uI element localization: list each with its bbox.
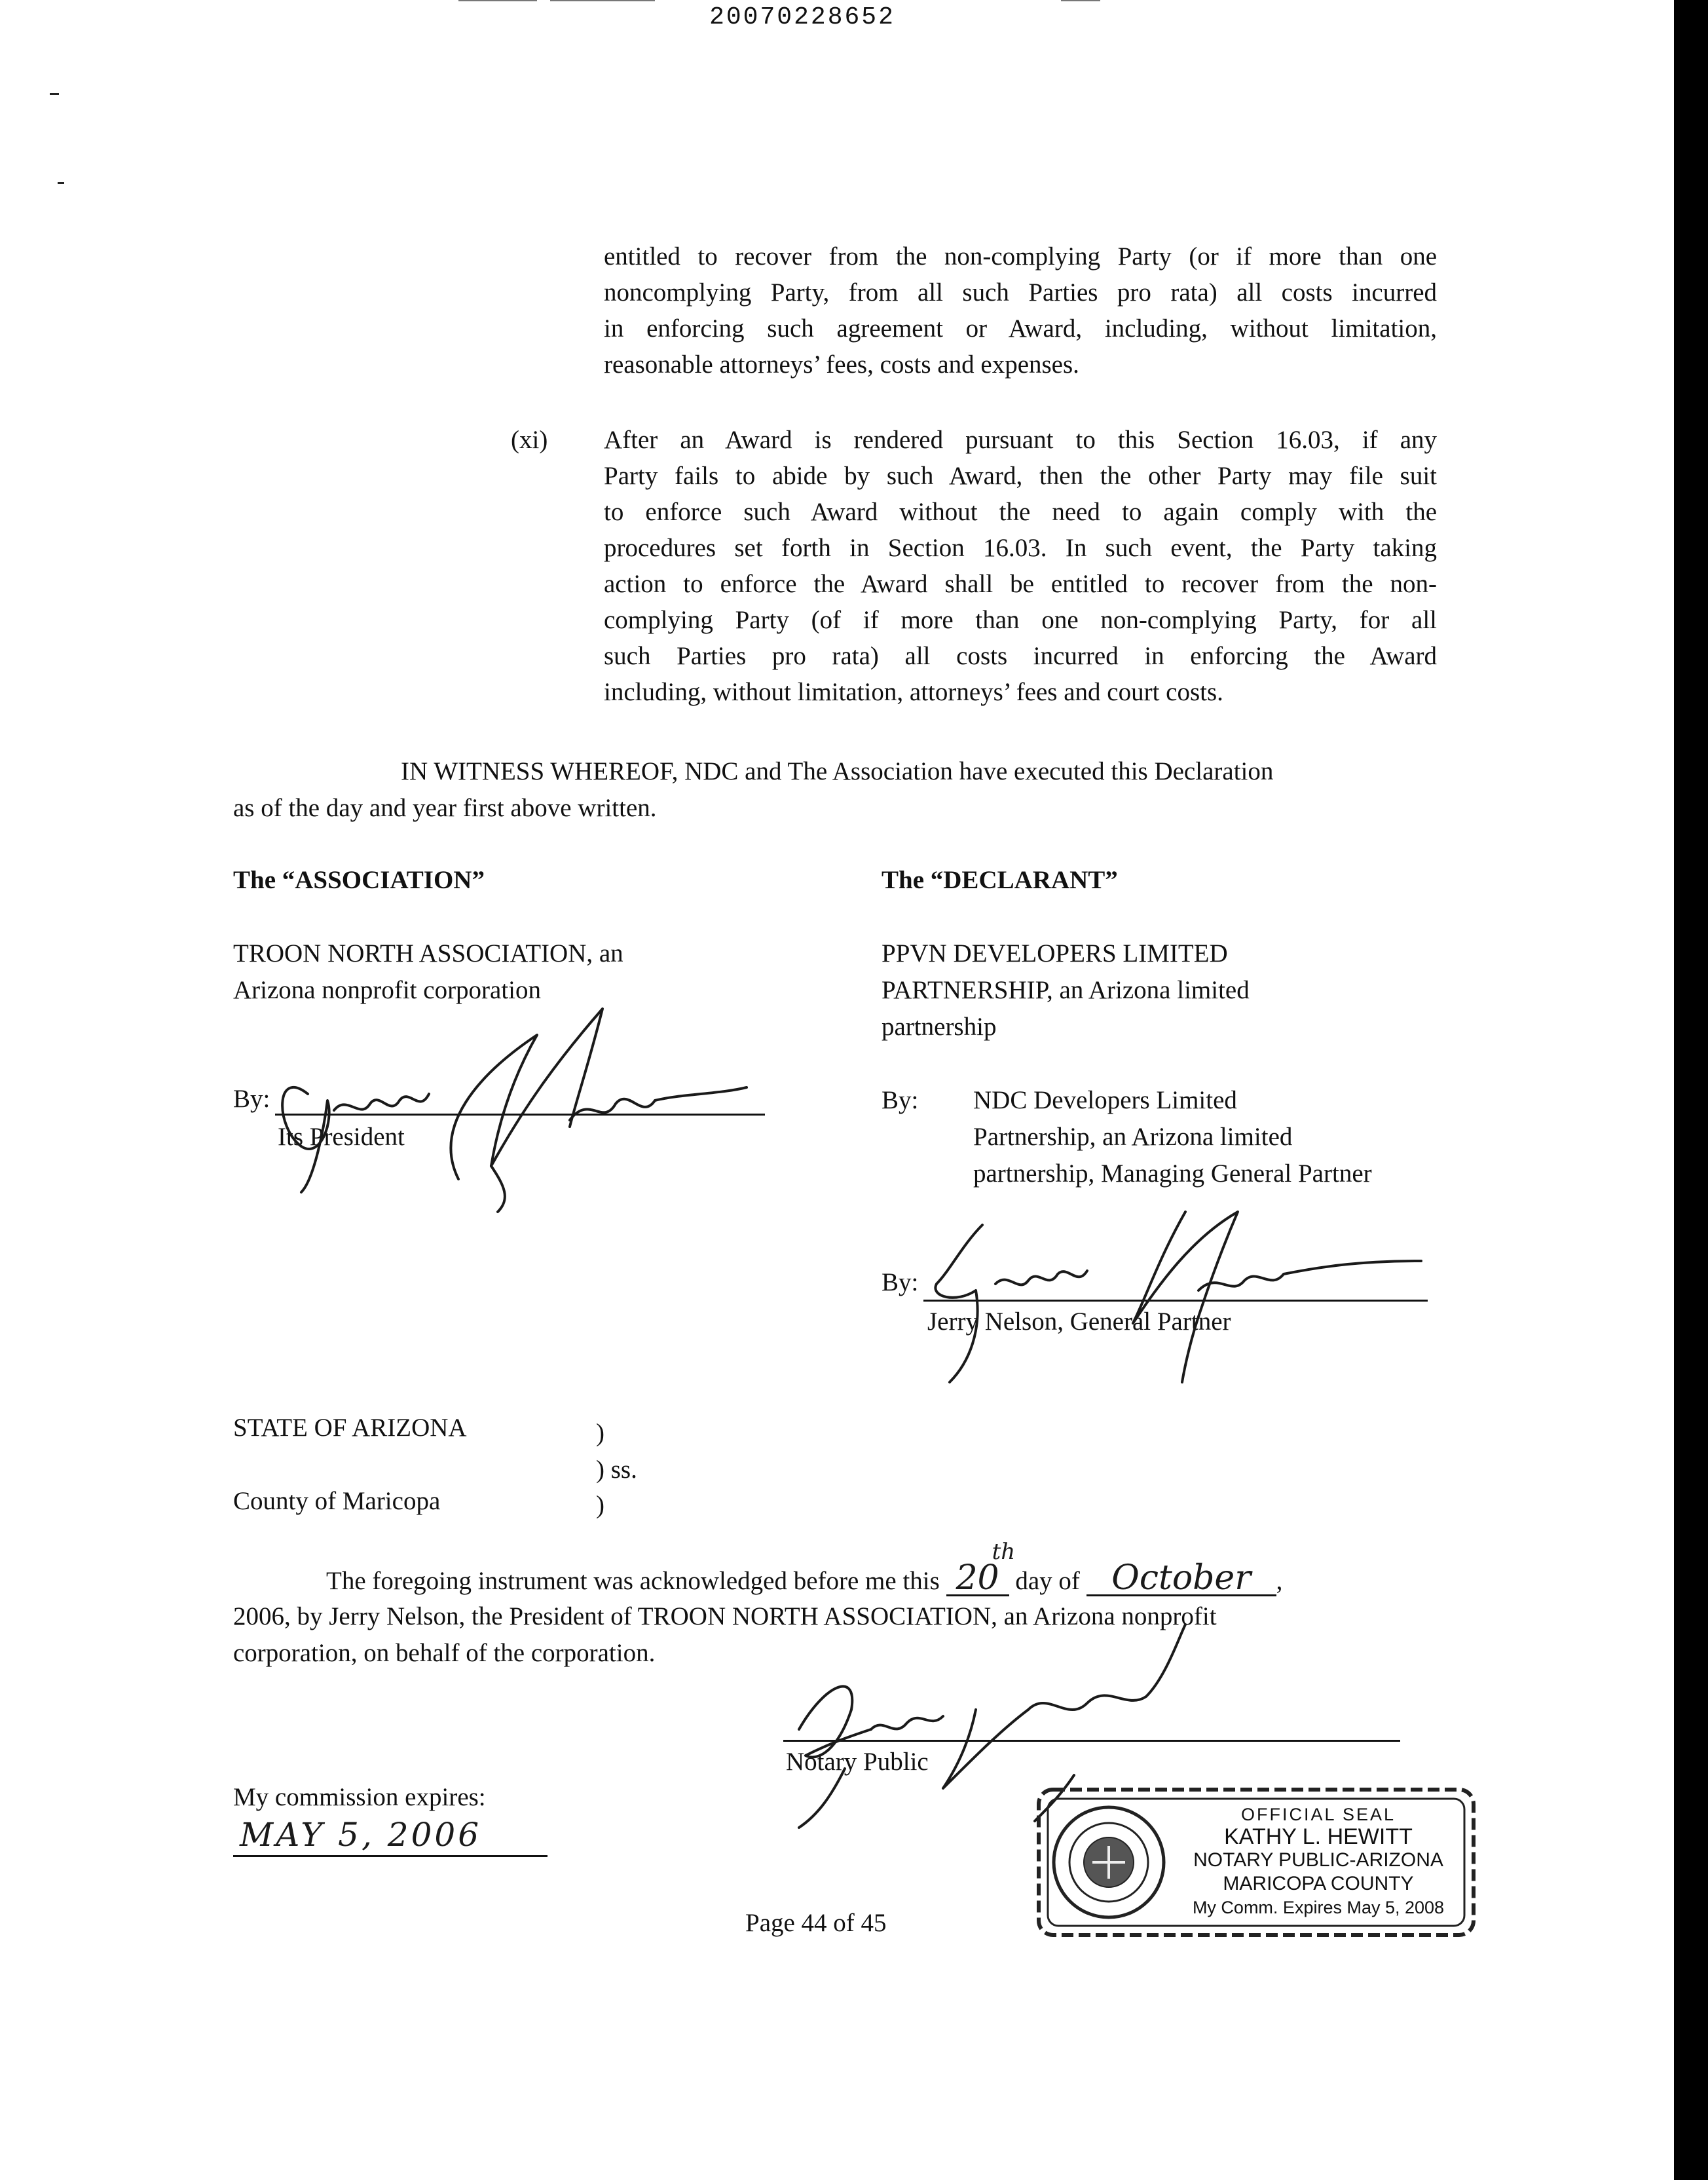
declarant-signature <box>910 1199 1434 1395</box>
scan-speck <box>50 93 59 95</box>
notary-label: Notary Public <box>786 1748 929 1776</box>
paragraph-line: noncomplying Party, from all such Parties pro rata) all costs incurred <box>604 278 1437 307</box>
notary-seal <box>1033 1783 1479 1940</box>
acknowledgment-line-3: corporation, on behalf of the corporation. <box>233 1639 656 1667</box>
handwritten-day-value: 20 <box>956 1558 999 1598</box>
paragraph-line: such Parties pro rata) all costs incurred in enforcing the Award <box>604 642 1437 670</box>
acknowledgment-text: The foregoing instrument was acknowledged before me this <box>326 1567 940 1595</box>
clause-label: (xi) <box>511 426 548 454</box>
scan-speck <box>58 182 64 184</box>
document-number: 20070228652 <box>709 3 895 31</box>
venue-county: County of Maricopa <box>233 1487 441 1515</box>
commission-label: My commission expires: <box>233 1783 486 1811</box>
paragraph-line: action to enforce the Award shall be entitled to recover from the non- <box>604 570 1437 598</box>
venue-ss: ) ss. <box>596 1456 637 1484</box>
witness-line-1 <box>401 753 1437 789</box>
general-partner-line: NDC Developers Limited <box>973 1086 1237 1114</box>
acknowledgment-comma: , <box>1276 1567 1283 1595</box>
acknowledgment-text: day of <box>1015 1567 1080 1595</box>
paragraph-line: After an Award is rendered pursuant to this Section 16.03, if any <box>604 426 1437 454</box>
seal-title: OFFICIAL SEAL <box>1240 1805 1396 1824</box>
paragraph-line: entitled to recover from the non-complying Party (or if more than one <box>604 242 1437 271</box>
acknowledgment-line-2: 2006, by Jerry Nelson, the President of TROON NORTH ASSOCIATION, an Arizona nonprofit <box>233 1602 1217 1630</box>
declarant-name-line: PARTNERSHIP, an Arizona limited <box>882 976 1250 1004</box>
declarant-name-line: PPVN DEVELOPERS LIMITED <box>882 939 1228 968</box>
venue-paren: ) <box>596 1491 604 1519</box>
declarant-heading: The “DECLARANT” <box>882 866 1118 894</box>
association-heading: The “ASSOCIATION” <box>233 866 485 894</box>
witness-line-2: as of the day and year first above written. <box>233 794 657 822</box>
acknowledgment-line-1 <box>326 1539 1283 1599</box>
paragraph-line: reasonable attorneys’ fees, costs and expenses. <box>604 350 1079 379</box>
association-signer-title: Its President <box>278 1123 405 1151</box>
general-partner-line: Partnership, an Arizona limited <box>973 1123 1293 1151</box>
declarant-signer: Jerry Nelson, General Partner <box>927 1307 1231 1336</box>
commission-date-handwritten: MAY 5, 2006 <box>233 1814 548 1857</box>
continuation-paragraph <box>604 238 1437 383</box>
association-name-line: TROON NORTH ASSOCIATION, an <box>233 939 623 968</box>
venue-state: STATE OF ARIZONA <box>233 1414 467 1442</box>
paragraph-line: including, without limitation, attorneys’ fees and court costs. <box>604 678 1223 706</box>
general-partner-line: partnership, Managing General Partner <box>973 1159 1372 1188</box>
declarant-by-label: By: <box>882 1086 919 1114</box>
handwritten-day-suffix: th <box>992 1539 1016 1565</box>
seal-state: NOTARY PUBLIC-ARIZONA <box>1193 1849 1443 1871</box>
paragraph-line: Party fails to abide by such Award, then the other Party may file suit <box>604 462 1437 490</box>
handwritten-month: October <box>1086 1562 1276 1596</box>
declarant-name-line: partnership <box>882 1013 997 1041</box>
seal-county: MARICOPA COUNTY <box>1223 1873 1414 1894</box>
paragraph-line: to enforce such Award without the need to again comply with the <box>604 498 1437 526</box>
handwritten-day <box>946 1539 1016 1598</box>
seal-notary-name: KATHY L. HEWITT <box>1224 1824 1413 1849</box>
witness-text: IN WITNESS WHEREOF, NDC and The Association have executed this Declaration <box>401 757 1274 785</box>
seal-expiration: My Comm. Expires May 5, 2008 <box>1192 1898 1445 1917</box>
paragraph-line: complying Party (of if more than one non-complying Party, for all <box>604 606 1437 634</box>
paragraph-line: in enforcing such agreement or Award, including, without limitation, <box>604 314 1437 343</box>
declarant-by2-label: By: <box>882 1268 919 1296</box>
association-name-line: Arizona nonprofit corporation <box>233 976 542 1004</box>
clause-xi-paragraph <box>604 422 1437 710</box>
association-by-label: By: <box>233 1085 270 1113</box>
scan-edge-bar <box>1674 0 1708 2180</box>
venue-paren: ) <box>596 1419 604 1447</box>
paragraph-line: procedures set forth in Section 16.03. In such event, the Party taking <box>604 534 1437 562</box>
page-number: Page 44 of 45 <box>745 1909 887 1937</box>
association-signature <box>262 996 786 1212</box>
